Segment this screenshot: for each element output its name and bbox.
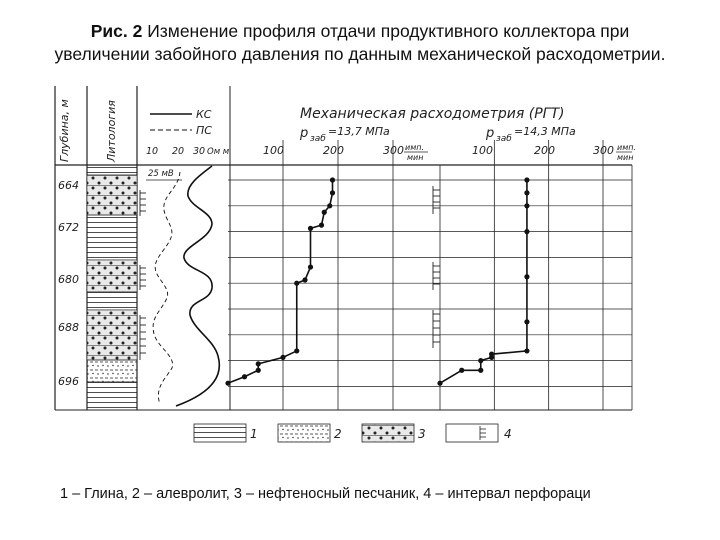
legend-swatch-sand xyxy=(362,424,414,442)
legend-num-1: 1 xyxy=(250,427,258,441)
flow-point xyxy=(256,368,261,373)
perforation-marks xyxy=(140,190,146,360)
flow-point xyxy=(478,358,483,363)
depth-tick-696: 696 xyxy=(58,375,79,388)
legend-num-2: 2 xyxy=(334,427,342,441)
ps-scale-label: 25 мВ xyxy=(148,169,174,179)
litho-sand xyxy=(87,175,137,215)
flow-point xyxy=(524,348,529,353)
figure-number: Рис. 2 xyxy=(90,21,143,41)
flow2-unit-top: имп. xyxy=(617,143,637,152)
res-tick-10: 10 xyxy=(146,146,159,157)
flow-point xyxy=(242,374,247,379)
litho-clay xyxy=(87,292,137,310)
flow-point xyxy=(302,277,307,282)
flow-point xyxy=(256,361,261,366)
flow-point xyxy=(327,203,332,208)
flow-point xyxy=(524,274,529,279)
flow1-unit-bottom: мин xyxy=(407,153,424,162)
flow-point xyxy=(280,355,285,360)
flow-point xyxy=(524,177,529,182)
flow-point xyxy=(308,226,313,231)
legend-swatch-clay xyxy=(194,424,246,442)
pressure-label-1 xyxy=(299,125,390,144)
flow1-tick-100: 100 xyxy=(263,144,284,157)
ps-legend-label: ПС xyxy=(196,124,212,137)
legend-num-4: 4 xyxy=(504,427,512,441)
p1-subscript: заб xyxy=(310,134,326,144)
flow-axis-1 xyxy=(263,143,428,162)
flow2-unit-bottom: мин xyxy=(617,153,634,162)
title-line-2: увеличении забойного давления по данным механической расходометрии. xyxy=(54,44,666,64)
log-legend xyxy=(146,108,230,180)
depth-column-label: Глубина, м xyxy=(58,99,71,162)
flow-point xyxy=(437,381,442,386)
flow-point xyxy=(225,381,230,386)
flow-point xyxy=(524,203,529,208)
flow-point xyxy=(294,348,299,353)
pressure-label-2 xyxy=(485,125,576,144)
p1-symbol: p xyxy=(300,126,309,141)
depth-axis xyxy=(58,179,79,388)
flow-point xyxy=(489,352,494,357)
flow2-tick-300: 300 xyxy=(593,144,614,157)
flow1-tick-300: 300 xyxy=(383,144,404,157)
p2-subscript: заб xyxy=(496,134,512,144)
flow-point xyxy=(524,190,529,195)
litho-clay xyxy=(87,382,137,410)
flow-point xyxy=(308,264,313,269)
flow-point xyxy=(524,319,529,324)
ks-legend-label: КС xyxy=(196,108,212,121)
depth-tick-664: 664 xyxy=(58,179,79,192)
flow-profile-line-1 xyxy=(228,180,333,383)
legend-swatch-perforation xyxy=(446,424,498,442)
p2-value: =14,3 МПа xyxy=(514,125,576,138)
depth-tick-672: 672 xyxy=(58,221,79,234)
chart-grid xyxy=(228,140,632,410)
flowmeter-title: Механическая расходометрия (РГТ) xyxy=(300,106,565,122)
flow-point xyxy=(459,368,464,373)
res-unit: Ом м xyxy=(207,147,230,157)
litho-clay xyxy=(87,215,137,260)
ks-curve xyxy=(176,166,219,406)
litho-sand xyxy=(87,260,137,292)
flow-point xyxy=(330,190,335,195)
lithology-column xyxy=(87,165,137,410)
depth-tick-688: 688 xyxy=(58,321,79,334)
flow-point xyxy=(294,281,299,286)
flow1-unit-top: имп. xyxy=(405,143,425,152)
flow-point xyxy=(319,223,324,228)
flow-profile-line-2 xyxy=(440,180,527,383)
litho-clay xyxy=(87,165,137,175)
perforation-marks-flow xyxy=(433,186,440,348)
p2-symbol: p xyxy=(486,126,495,141)
p1-value: =13,7 МПа xyxy=(328,125,390,138)
flow-axis-2 xyxy=(472,143,636,162)
depth-tick-680: 680 xyxy=(58,273,79,286)
title-text-1: Изменение профиля отдачи продуктивного коллектора при xyxy=(142,21,630,41)
flow1-tick-200: 200 xyxy=(323,144,344,157)
chart-series xyxy=(225,177,529,385)
legend-swatch-silt xyxy=(278,424,330,442)
litho-sand xyxy=(87,310,137,360)
figure-caption: 1 – Глина, 2 – алевролит, 3 – нефтеносный песчаник, 4 – интервал перфораци xyxy=(60,486,591,502)
flow2-tick-200: 200 xyxy=(534,144,555,157)
flow-point xyxy=(524,229,529,234)
legend-num-3: 3 xyxy=(418,427,426,441)
flow-point xyxy=(478,368,483,373)
lithology-legend xyxy=(194,424,512,442)
ps-curve xyxy=(153,172,180,404)
res-tick-30: 30 xyxy=(193,146,206,157)
res-tick-20: 20 xyxy=(172,146,185,157)
flow-point xyxy=(322,210,327,215)
lithology-column-label: Литология xyxy=(105,100,118,162)
litho-silt xyxy=(87,360,137,382)
flow2-tick-100: 100 xyxy=(472,144,493,157)
flow-point xyxy=(330,177,335,182)
